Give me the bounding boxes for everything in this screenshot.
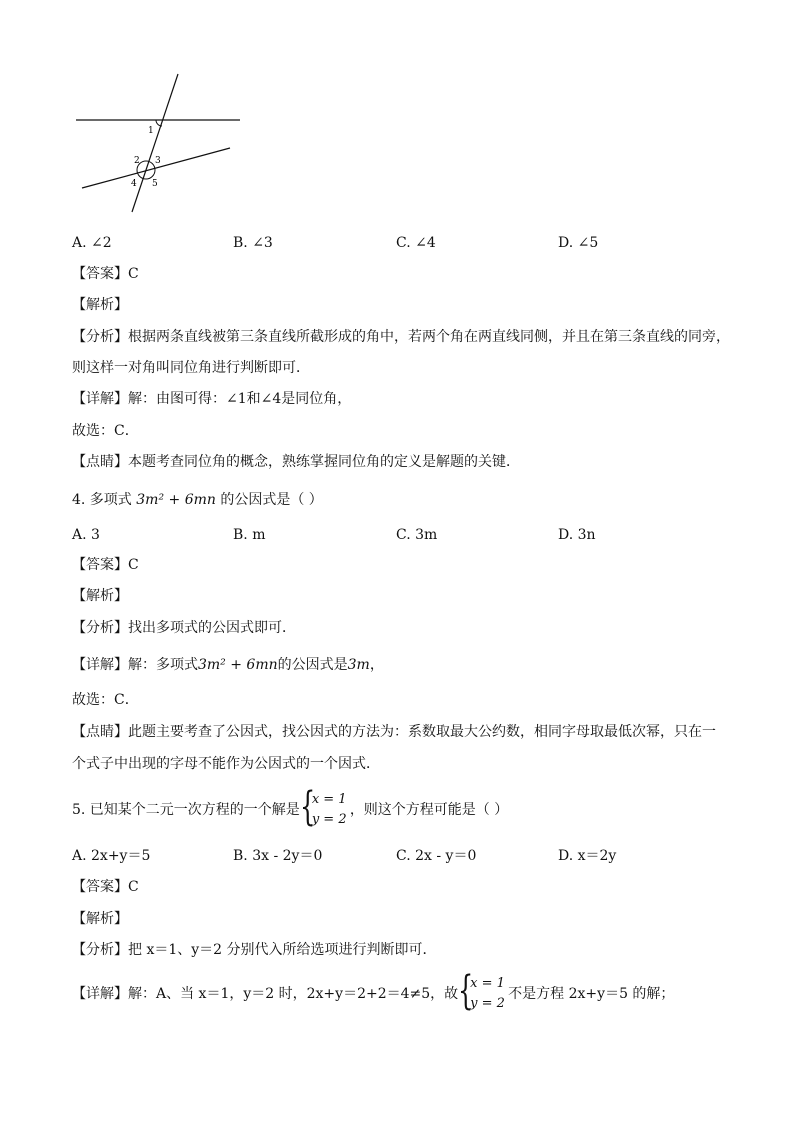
q4-guxuan: 故选：C．	[72, 692, 139, 708]
q4-analysis-heading: 【解析】	[72, 588, 128, 604]
q4-option-b: B. m	[233, 527, 266, 543]
q4-dianjing: 【点睛】此题主要考查了公因式，找公因式的方法为：系数取最大公约数，相同字母取最低次幂，只在一	[72, 724, 716, 740]
q4-fenxi: 【分析】找出多项式的公因式即可．	[72, 620, 296, 636]
q5-stem: 5. 已知某个二元一次方程的一个解是 { x = 1 y = 2 ，则这个方程可能是（ ）	[72, 784, 509, 830]
label-5: 5	[152, 179, 158, 189]
q4-option-c: C. 3m	[396, 527, 438, 543]
q4-xiangjie: 【详解】解：多项式3m² + 6mn的公因式是3m，	[72, 657, 384, 673]
label-3: 3	[155, 156, 161, 166]
q4-option-a: A. 3	[72, 527, 100, 543]
q3-option-c: C. ∠4	[396, 235, 436, 251]
q5-xiangjie: 【详解】解：A、当 x＝1，y＝2 时，2x+y＝2+2＝4≠5，故 { x = 1 y = 2 不是方程 2x+y＝5 的解；	[72, 968, 675, 1014]
q5-xiangjie-system: { x = 1 y = 2	[458, 968, 505, 1014]
label-4: 4	[131, 179, 137, 189]
q3-analysis-heading: 【解析】	[72, 297, 128, 313]
label-2: 2	[134, 156, 140, 166]
q3-fenxi: 【分析】根据两条直线被第三条直线所截形成的角中，若两个角在两直线同侧，并且在第三条直线的同旁，	[72, 329, 730, 345]
q5-analysis-heading: 【解析】	[72, 911, 128, 927]
q3-option-a: A. ∠2	[72, 235, 112, 251]
q3-option-d: D. ∠5	[558, 235, 599, 251]
q3-fenxi-cont: 则这样一对角叫同位角进行判断即可．	[72, 360, 310, 376]
q5-option-b: B. 3x - 2y＝0	[233, 848, 323, 864]
q5-option-c: C. 2x - y＝0	[396, 848, 477, 864]
q4-dianjing-cont: 个式子中出现的字母不能作为公因式的一个因式．	[72, 756, 380, 772]
q5-system: { x = 1 y = 2	[299, 784, 347, 830]
q5-option-d: D. x＝2y	[558, 848, 617, 864]
q5-fenxi: 【分析】把 x＝1、y＝2 分别代入所给选项进行判断即可．	[72, 942, 437, 958]
q5-answer: 【答案】C	[72, 879, 139, 895]
q3-xiangjie: 【详解】解：由图可得：∠1和∠4是同位角，	[72, 391, 352, 407]
transversal-figure	[70, 68, 250, 218]
q4-option-d: D. 3n	[558, 527, 596, 543]
q3-answer: 【答案】C	[72, 266, 139, 282]
q3-dianjing: 【点睛】本题考查同位角的概念，熟练掌握同位角的定义是解题的关键．	[72, 454, 520, 470]
q5-option-a: A. 2x+y＝5	[72, 848, 151, 864]
label-1: 1	[148, 126, 154, 136]
q4-stem: 4. 多项式 3m² + 6mn 的公因式是（ ）	[72, 492, 323, 508]
q4-answer: 【答案】C	[72, 557, 139, 573]
q3-option-b: B. ∠3	[233, 235, 273, 251]
q3-guxuan: 故选：C．	[72, 423, 139, 439]
line-transversal	[132, 74, 178, 212]
